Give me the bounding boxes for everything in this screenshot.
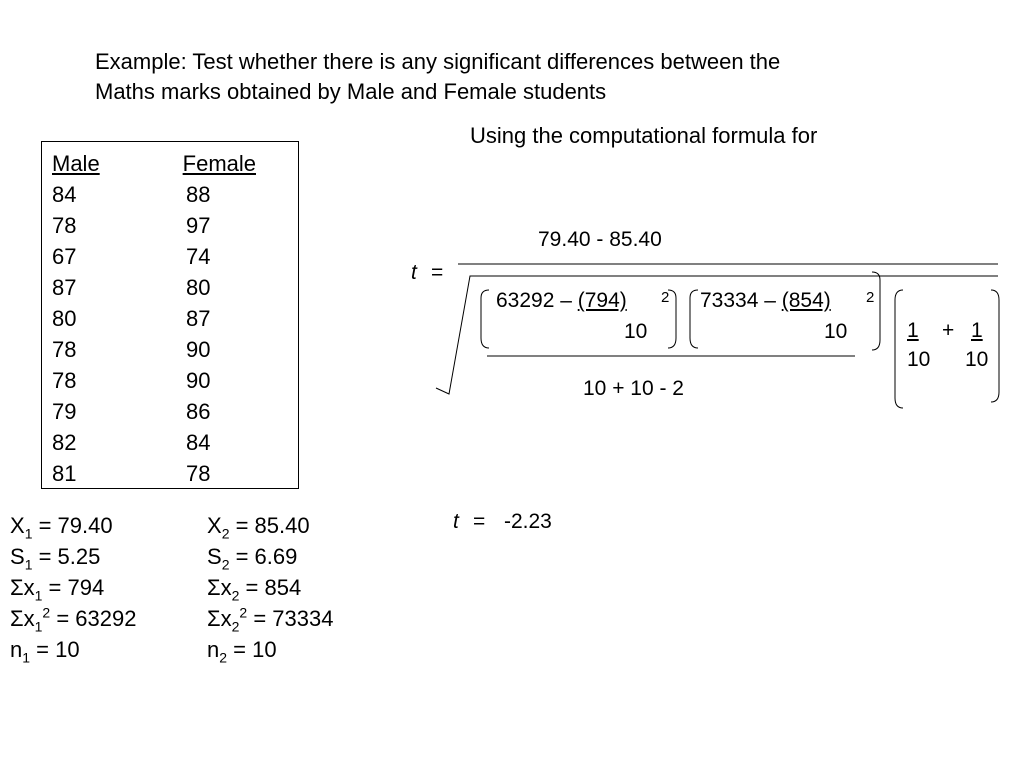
fraction-a-numerator: 1 bbox=[907, 319, 919, 342]
term2-expression bbox=[700, 290, 831, 311]
male-mark: 78 bbox=[52, 213, 77, 238]
fraction-a-denominator: 10 bbox=[907, 348, 931, 371]
term1-expression bbox=[496, 290, 627, 311]
male-mark: 67 bbox=[52, 244, 77, 269]
right-paren-term2 bbox=[872, 272, 880, 350]
problem-statement-line-2: Maths marks obtained by Male and Female students bbox=[95, 79, 607, 104]
stat-value: = 10 bbox=[227, 637, 277, 662]
stat-value: = 73334 bbox=[247, 606, 334, 631]
stat-symbol: S bbox=[207, 544, 222, 569]
column-header-male: Male bbox=[52, 151, 100, 176]
left-paren-term2 bbox=[690, 290, 698, 348]
stat-subscript: 1 bbox=[24, 525, 33, 542]
stat-subscript: 2 bbox=[231, 618, 240, 635]
female-mark: 74 bbox=[186, 244, 211, 269]
stat-symbol: S bbox=[10, 544, 25, 569]
male-mark: 80 bbox=[52, 306, 77, 331]
stat-symbol: n bbox=[10, 637, 23, 662]
stat-subscript: 1 bbox=[34, 587, 43, 604]
stat-value: = 63292 bbox=[50, 606, 137, 631]
stat-subscript: 2 bbox=[231, 587, 240, 604]
male-mark: 87 bbox=[52, 275, 77, 300]
left-paren-fraction-sum bbox=[895, 290, 903, 408]
term2-exponent: 2 bbox=[866, 289, 875, 306]
stat-value: = 794 bbox=[42, 575, 105, 600]
formula-numerator: 79.40 - 85.40 bbox=[538, 228, 662, 251]
stat-value: = 854 bbox=[239, 575, 302, 600]
problem-statement-line-1: Example: Test whether there is any significant differences between the bbox=[95, 49, 781, 74]
formula-equals: = bbox=[431, 261, 444, 284]
stat-symbol: X bbox=[10, 513, 25, 538]
stat-symbol: X bbox=[207, 513, 222, 538]
stat-symbol: Σx bbox=[207, 575, 232, 600]
term2-divisor: 10 bbox=[824, 320, 848, 343]
term1-prefix: 63292 – bbox=[496, 289, 578, 312]
stat-subscript: 2 bbox=[221, 556, 230, 573]
stat-subscript: 2 bbox=[221, 525, 230, 542]
female-mark: 80 bbox=[186, 275, 211, 300]
stat-value: = 85.40 bbox=[229, 513, 310, 538]
female-mark: 86 bbox=[186, 399, 211, 424]
result-t-symbol: t bbox=[453, 510, 459, 533]
female-mark: 88 bbox=[186, 182, 211, 207]
fraction-plus: + bbox=[942, 319, 955, 342]
term1-exponent: 2 bbox=[661, 289, 670, 306]
result-value: -2.23 bbox=[504, 510, 552, 533]
male-mark: 84 bbox=[52, 182, 77, 207]
stat-superscript: 2 bbox=[42, 604, 51, 621]
term2-sum: (854) bbox=[781, 289, 831, 312]
column-header-female: Female bbox=[182, 151, 256, 176]
male-mark: 78 bbox=[52, 337, 77, 362]
stat-value: = 6.69 bbox=[229, 544, 298, 569]
left-paren-term1 bbox=[481, 290, 489, 348]
female-mark: 97 bbox=[186, 213, 211, 238]
stat-value: = 10 bbox=[30, 637, 80, 662]
formula-t-symbol: t bbox=[411, 261, 417, 284]
stat-symbol: n bbox=[207, 637, 220, 662]
term2-prefix: 73334 – bbox=[700, 289, 782, 312]
female-mark: 87 bbox=[186, 306, 211, 331]
stat-value: = 5.25 bbox=[32, 544, 101, 569]
female-mark: 78 bbox=[186, 461, 211, 486]
stat-symbol: Σx bbox=[207, 606, 232, 631]
female-mark: 90 bbox=[186, 337, 211, 362]
result-equals: = bbox=[473, 510, 486, 533]
male-mark: 79 bbox=[52, 399, 77, 424]
stat-subscript: 1 bbox=[24, 556, 33, 573]
degrees-of-freedom: 10 + 10 - 2 bbox=[583, 377, 684, 400]
male-mark: 78 bbox=[52, 368, 77, 393]
term1-divisor: 10 bbox=[624, 320, 648, 343]
stat-subscript: 1 bbox=[34, 618, 43, 635]
female-mark: 84 bbox=[186, 430, 211, 455]
right-paren-fraction-sum bbox=[991, 290, 999, 402]
formula-caption: Using the computational formula for bbox=[470, 123, 818, 148]
fraction-b-numerator: 1 bbox=[971, 319, 983, 342]
male-mark: 81 bbox=[52, 461, 77, 486]
stat-superscript: 2 bbox=[239, 604, 248, 621]
stat-subscript: 2 bbox=[219, 649, 228, 666]
stat-value: = 79.40 bbox=[32, 513, 113, 538]
term1-sum: (794) bbox=[577, 289, 627, 312]
male-mark: 82 bbox=[52, 430, 77, 455]
stat-symbol: Σx bbox=[10, 606, 35, 631]
fraction-b-denominator: 10 bbox=[965, 348, 989, 371]
female-mark: 90 bbox=[186, 368, 211, 393]
stat-subscript: 1 bbox=[22, 649, 31, 666]
stat-symbol: Σx bbox=[10, 575, 35, 600]
